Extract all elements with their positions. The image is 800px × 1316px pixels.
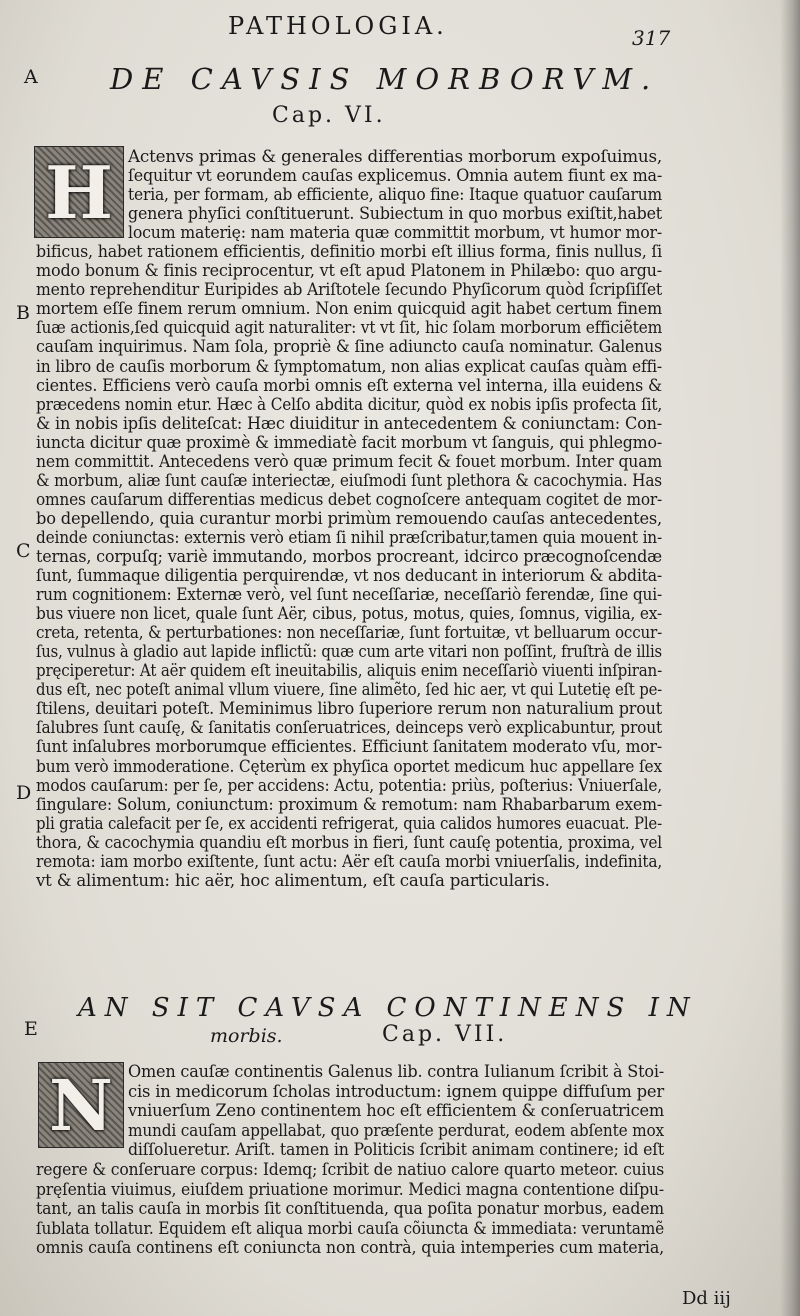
text-line: ſublata tollatur. Equidem eſt aliqua morbi cauſa cõiuncta & immediata: veruntamẽ bbox=[36, 1218, 664, 1238]
margin-letter-b: B bbox=[16, 302, 30, 324]
chapter-7-cap: Cap. VII. bbox=[382, 1022, 508, 1047]
text-line: ſunt, ſummaque diligentia perquirendæ, vt nos deducant in interiorum & abdita- bbox=[36, 566, 663, 586]
text-line: dus eſt, nec poteſt animal vllum viuere, ſine alimẽto, ſed hic aer, vt qui Lutetię eſt pe- bbox=[36, 680, 663, 700]
initial-n-letter: N bbox=[49, 1063, 113, 1147]
text-line: rum cognitionem: Externæ verò, vel ſunt neceſſariæ, neceſſariò ferendæ, ſine qui- bbox=[36, 585, 663, 605]
text-line: bus viuere non licet, quale ſunt Aër, cibus, potus, motus, quies, ſomnus, vigilia, ex- bbox=[36, 604, 663, 624]
text-line: præcedens nomin etur. Hæc à Celſo abdita dicitur, quòd ex nobis ipſis profecta ſit, bbox=[36, 394, 663, 414]
text-line: ſtilens, deuitari poteſt. Meminimus libro ſuperiore rerum non naturalium prout bbox=[36, 699, 663, 719]
chapter-7-title-word: morbis. bbox=[210, 1025, 283, 1047]
text-line: modo bonum & finis reciprocentur, vt eſt apud Platonem in Philæbo: quo argu- bbox=[36, 261, 663, 281]
text-line: cientes. Efficiens verò cauſa morbi omnis eſt externa vel interna, illa euidens & bbox=[36, 375, 663, 395]
margin-letter-c: C bbox=[16, 540, 31, 562]
running-head: PATHOLOGIA. bbox=[228, 12, 448, 40]
text-line: cauſam inquirimus. Nam ſola, propriè & ſine adiuncto cauſa nominatur. Galenus bbox=[36, 337, 663, 357]
margin-letter-a: A bbox=[24, 66, 38, 88]
page-spine-shadow bbox=[780, 0, 800, 1316]
text-line: omnis cauſa continens eſt coniuncta non contrà, quia intemperies cum materia, bbox=[36, 1238, 665, 1258]
text-line: tant, an talis cauſa in morbis ſit conſtituenda, qua poſita ponatur morbus, eadem bbox=[36, 1199, 665, 1219]
text-line: ſuæ actionis,ſed quicquid agit naturaliter: vt vt ſit, hic ſolam morborum efficiẽtem bbox=[36, 318, 663, 338]
page-number: 317 bbox=[632, 26, 671, 50]
text-line: & morbum, aliæ ſunt cauſæ interiectæ, eiuſmodi ſunt plethora & cacochymia. Has bbox=[36, 470, 663, 490]
chapter-7-title-line1: AN SIT CAVSA CONTINENS IN bbox=[78, 993, 698, 1023]
text-line: ſalubres ſunt cauſę, & ſanitatis conſeruatrices, deinceps verò explicabuntur, prout bbox=[36, 718, 662, 738]
text-line: pręſentia viuimus, eiuſdem priuatione morimur. Medici magna contentione diſpu- bbox=[36, 1179, 664, 1199]
text-line: thora, & cacochymia quandiu eſt morbus in fieri, ſunt cauſę potentia, proxima, vel bbox=[36, 832, 662, 852]
text-line: modos cauſarum: per ſe, per accidens: Actu, potentia: priùs, poſterius: Vniuerſale, bbox=[36, 775, 662, 795]
text-line: bificus, habet rationem efficientis, definitio morbi eſt illius forma, finis nullus, ſi bbox=[36, 242, 662, 262]
text-line: bum verò immoderatione. Cęterùm ex phyſica oportet medicum huc appellare ſex bbox=[36, 756, 662, 776]
text-line: ſunt inſalubres morborumque efficientes. Efficiunt ſanitatem moderato vſu, mor- bbox=[36, 737, 662, 757]
text-line: Omen cauſæ continentis Galenus lib. contra Iulianum ſcribit à Stoi- bbox=[128, 1062, 665, 1081]
text-line: cis in medicorum ſcholas introductum: ignem quippe diffuſum per bbox=[128, 1081, 664, 1101]
text-line: vt & alimentum: hic aër, hoc alimentum, eſt cauſa particularis. bbox=[36, 870, 550, 890]
text-line: vniuerſum Zeno continentem hoc eſt efficientem & conſeruatricem bbox=[128, 1101, 665, 1121]
text-line: ſequitur vt eorundem cauſas explicemus. Omnia autem fiunt ex ma- bbox=[128, 166, 663, 186]
text-line: mundi cauſam appellabat, quo præſente perdurat, eodem abſente mox bbox=[128, 1120, 664, 1140]
text-line: mento reprehenditur Euripides ab Ariſtotele ſecundo Phyſicorum quòd ſcripſiſſet bbox=[36, 280, 663, 300]
text-line: ternas, corpuſq; variè immutando, morbos procreant, idcirco præcognoſcendæ bbox=[36, 546, 663, 566]
chapter-6-cap: Cap. VI. bbox=[272, 103, 386, 128]
text-line: Actenvs primas & generales differentias morborum expoſuimus, bbox=[128, 147, 662, 166]
chapter-6-title: DE CAVSIS MORBORVM. bbox=[110, 62, 660, 96]
signature-mark: Dd iij bbox=[682, 1288, 731, 1309]
text-line: genera phyſici conſtituerunt. Subiectum in quo morbus exiſtit,habet bbox=[128, 204, 662, 224]
text-line: mortem eſſe finem rerum omnium. Non enim quicquid agit habet certum finem bbox=[36, 299, 662, 319]
text-line: deinde coniunctas: externis verò etiam ſi nihil præſcribatur,tamen quia mouent in- bbox=[36, 527, 662, 547]
text-line: remota: iam morbo exiſtente, ſunt actu: Aër eſt cauſa morbi vniuerſalis, indefinita, bbox=[36, 851, 663, 871]
text-line: ſingulare: Solum, coniunctum: proximum & remotum: nam Rhabarbarum exem- bbox=[36, 794, 663, 814]
chapter-6-body bbox=[36, 147, 737, 890]
text-line: omnes cauſarum differentias medicus debet cognoſcere antequam cogitet de mor- bbox=[36, 489, 663, 509]
margin-letter-d: D bbox=[16, 782, 32, 804]
text-line: nem committit. Antecedens verò quæ primum fecit & fouet morbum. Inter quam bbox=[36, 451, 662, 471]
text-line: & in nobis ipſis deliteſcat: Hæc diuiditur in antecedentem & coniunctam: Con- bbox=[36, 413, 662, 433]
margin-letter-e: E bbox=[24, 1018, 38, 1040]
text-line: in libro de cauſis morborum & ſymptomatum, non alias explicat cauſas quàm effi- bbox=[36, 356, 662, 376]
text-line: iuncta dicitur quæ proximè & immediatè facit morbum vt ſanguis, qui phlegmo- bbox=[36, 432, 662, 452]
text-line: pręciperetur: At aër quidem eſt ineuitabilis, aliquis enim neceſſariò viuenti inſpiran- bbox=[36, 661, 662, 681]
initial-h-letter: H bbox=[44, 149, 114, 235]
chapter-7-body bbox=[36, 1062, 714, 1258]
text-line: bo depellendo, quia curantur morbi primùm remouendo cauſas antecedentes, bbox=[36, 508, 663, 528]
text-line: regere & conſeruare corpus: Idemq; ſcribit de natiuo calore quarto meteor. cuius bbox=[36, 1159, 665, 1179]
text-line: pli gratia calefacit per ſe, ex accidenti refrigerat, quia calidos humores euacuat. Ple- bbox=[36, 813, 662, 833]
text-line: teria, per formam, ab efficiente, aliquo fine: Itaque quatuor cauſarum bbox=[128, 185, 663, 205]
text-line: ſus, vulnus à gladio aut lapide inflictũ: quæ cum arte vitari non poſſint, fruſtrà de illis bbox=[36, 642, 662, 662]
text-line: creta, retenta, & perturbationes: non neceſſariæ, ſunt fortuitæ, vt belluarum occur- bbox=[36, 623, 663, 643]
text-line: diſſolueretur. Ariſt. tamen in Politicis ſcribit animam continere; id eſt bbox=[128, 1140, 664, 1160]
text-line: locum materię: nam materia quæ committit morbum, vt humor mor- bbox=[128, 223, 663, 243]
